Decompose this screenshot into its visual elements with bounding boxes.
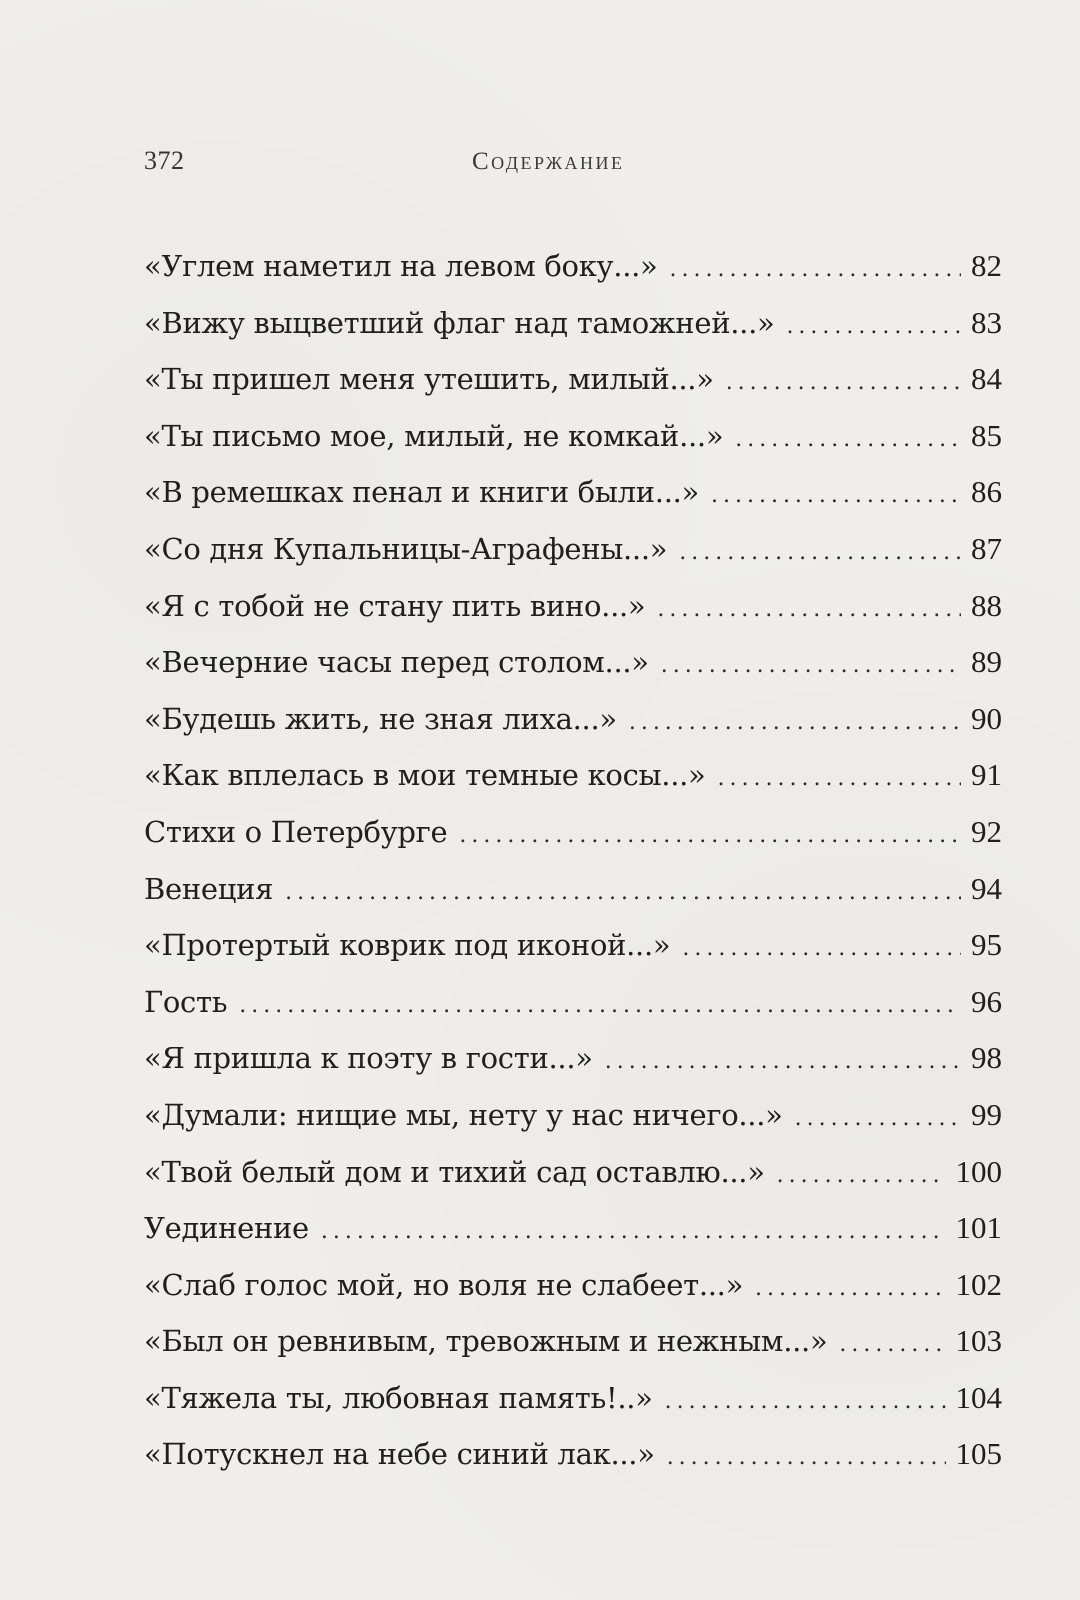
toc-entry [144, 464, 1002, 521]
toc-entry-page: 82 [971, 248, 1002, 283]
table-of-contents [144, 238, 1002, 1483]
toc-entry-page: 99 [971, 1096, 1002, 1132]
toc-entry-title: «В ремешках пенал и книги были...» [144, 475, 699, 510]
toc-entry [144, 917, 1002, 974]
toc-entry-title: Венеция [144, 871, 274, 906]
dot-leader [670, 242, 962, 299]
dot-leader [239, 978, 961, 1035]
toc-entry-title: «Ты пришел меня утешить, милый...» [144, 362, 714, 397]
dot-leader [459, 808, 961, 865]
toc-entry [144, 408, 1002, 465]
toc-entry [144, 1030, 1002, 1087]
dot-leader [285, 865, 961, 922]
toc-entry-page: 84 [971, 361, 1002, 397]
toc-entry-title: «Твой белый дом и тихий сад оставлю...» [144, 1154, 765, 1189]
running-head [144, 146, 1002, 186]
dot-leader [795, 1091, 961, 1148]
toc-entry-page: 103 [955, 1323, 1002, 1359]
toc-entry-title: «Был он ревнивым, тревожным и нежным...» [144, 1324, 828, 1359]
toc-entry-page: 94 [971, 870, 1002, 906]
toc-entry-title: «Потускнел на небе синий лак...» [144, 1437, 655, 1472]
toc-entry-page: 86 [971, 474, 1002, 510]
toc-entry-page: 101 [955, 1210, 1002, 1246]
toc-entry-title: «Слаб голос мой, но воля не слабеет...» [144, 1267, 744, 1302]
toc-entry-page: 91 [971, 757, 1002, 793]
toc-entry-title: «Я пришла к поэту в гости...» [144, 1041, 593, 1076]
dot-leader [605, 1034, 961, 1091]
dot-leader [726, 355, 961, 412]
dot-leader [679, 525, 961, 582]
toc-entry-title: «Тяжела ты, любовная память!..» [144, 1380, 653, 1415]
toc-entry-title: «Протертый коврик под иконой...» [144, 928, 671, 963]
toc-entry-title: «Углем наметил на левом боку...» [144, 249, 658, 283]
toc-entry [144, 351, 1002, 408]
toc-entry [144, 295, 1002, 352]
toc-entry [144, 238, 1002, 295]
toc-entry [144, 861, 1002, 918]
toc-entry [144, 1257, 1002, 1314]
toc-entry-page: 95 [971, 927, 1002, 963]
toc-entry-title: «Ты письмо мое, милый, не комкай...» [144, 418, 724, 453]
dot-leader [839, 1317, 945, 1374]
toc-entry-page: 98 [971, 1040, 1002, 1076]
section-title: Содержание [472, 148, 625, 175]
toc-entry-page: 89 [971, 644, 1002, 680]
toc-entry-page: 104 [955, 1379, 1002, 1415]
toc-entry-page: 87 [971, 530, 1002, 566]
toc-entry [144, 804, 1002, 861]
toc-entry-page: 85 [971, 417, 1002, 453]
toc-entry-page: 92 [971, 813, 1002, 849]
toc-entry [144, 1087, 1002, 1144]
toc-entry [144, 634, 1002, 691]
toc-entry-title: Стихи о Петербурге [144, 814, 448, 849]
toc-entry [144, 747, 1002, 804]
dot-leader [755, 1261, 945, 1318]
dot-leader [718, 751, 962, 808]
toc-entry-page: 105 [955, 1436, 1002, 1472]
dot-leader [786, 299, 961, 356]
dot-leader [657, 582, 961, 639]
dot-leader [777, 1148, 946, 1205]
dot-leader [629, 695, 961, 752]
toc-entry [144, 691, 1002, 748]
page-number: 372 [144, 146, 185, 175]
toc-entry [144, 1370, 1002, 1427]
toc-entry-title: «Как вплелась в мои темные косы...» [144, 758, 706, 793]
toc-entry-page: 102 [955, 1266, 1002, 1302]
dot-leader [682, 921, 961, 978]
toc-entry-title: «Будешь жить, не зная лиха...» [144, 701, 617, 736]
dot-leader [711, 468, 961, 525]
dot-leader [665, 1374, 946, 1431]
dot-leader [667, 1430, 946, 1487]
toc-entry-title: «Вечерние часы перед столом...» [144, 645, 649, 680]
dot-leader [321, 1204, 946, 1261]
toc-entry-title: «Вижу выцветший флаг над таможней...» [144, 305, 775, 340]
toc-entry-title: Гость [144, 984, 228, 1019]
toc-entry-title: «Со дня Купальницы-Аграфены...» [144, 531, 668, 566]
toc-entry [144, 1426, 1002, 1483]
toc-entry [144, 1144, 1002, 1201]
toc-entry-title: «Думали: нищие мы, нету у нас ничего...» [144, 1097, 783, 1132]
toc-entry-page: 90 [971, 700, 1002, 736]
toc-entry-title: Уединение [144, 1211, 309, 1246]
toc-entry-page: 96 [971, 983, 1002, 1019]
toc-entry [144, 974, 1002, 1031]
toc-entry [144, 521, 1002, 578]
dot-leader [735, 412, 961, 469]
toc-entry-page: 83 [971, 304, 1002, 340]
toc-entry-page: 100 [955, 1153, 1002, 1189]
toc-entry [144, 1200, 1002, 1257]
toc-entry [144, 1313, 1002, 1370]
toc-entry-title: «Я с тобой не стану пить вино...» [144, 588, 646, 623]
toc-entry-page: 88 [971, 587, 1002, 623]
toc-entry [144, 578, 1002, 635]
dot-leader [661, 638, 961, 695]
